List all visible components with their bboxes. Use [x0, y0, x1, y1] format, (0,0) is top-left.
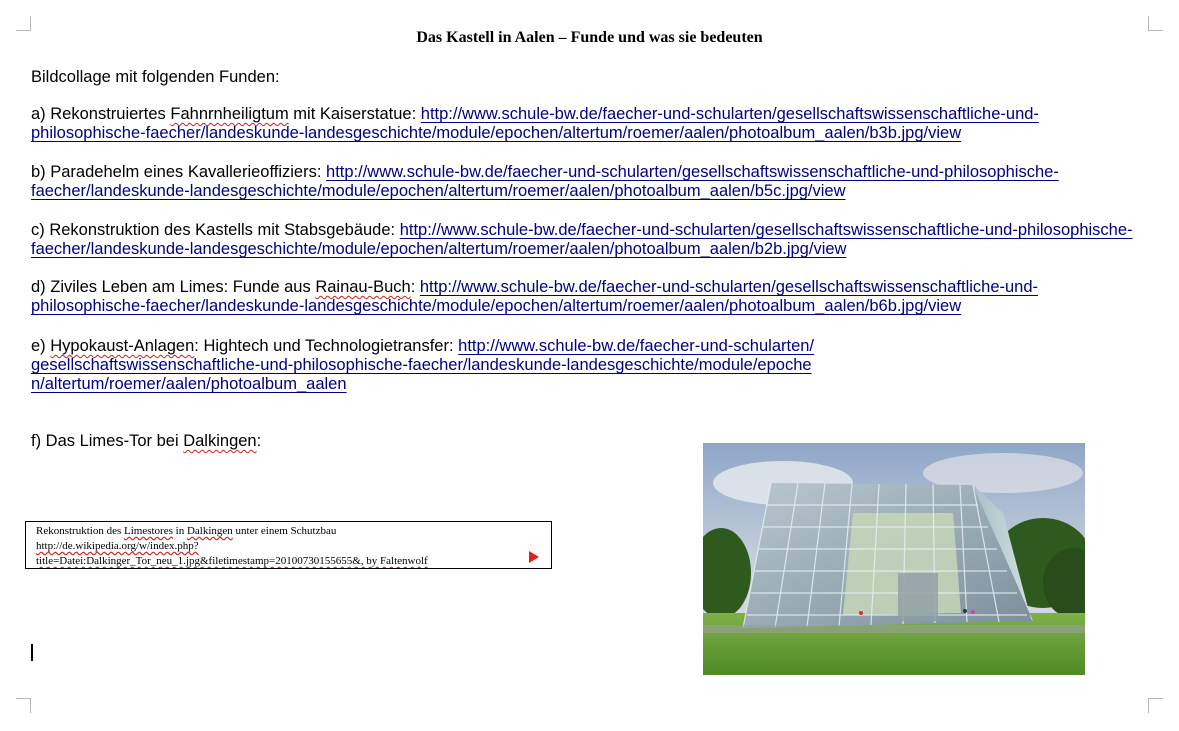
caption-line-1: Rekonstruktion des Limestores in Dalkingen unter einem Schutzbau — [36, 525, 337, 537]
list-item-a: a) Rekonstruiertes Fahnrnheiligtum mit Kaiserstatue: http://www.schule-bw.de/faecher-und-schularten/gesellschaftswissenschaftliche-und-philosophische-faecher/landeskunde-landesgeschichte/module/epochen/altertum/roemer/aalen/photoalbum_aalen/b3b.jpg/view — [31, 105, 1039, 142]
list-item-d: d) Ziviles Leben am Limes: Funde aus Rainau-Buch: http://www.schule-bw.de/faecher-und-schularten/gesellschaftswissenschaftliche-und-philosophische-faecher/landeskunde-landesgeschichte/module/epochen/altertum/roemer/aalen/photoalbum_aalen/b6b.jpg/view — [31, 278, 1039, 315]
overflow-arrow-icon[interactable] — [529, 551, 539, 563]
text-cursor — [31, 644, 33, 661]
list-item-c: c) Rekonstruktion des Kastells mit Stabsgebäude: http://www.schule-bw.de/faecher-und-schularten/gesellschaftswissenschaftliche-und-philosophische-faecher/landeskunde-landesgeschichte/module/epochen/altertum/roemer/aalen/photoalbum_aalen/b2b.jpg/view — [31, 221, 1133, 258]
caption-line-2: http://de.wikipedia.org/w/index.php? — [36, 540, 199, 552]
page-corner-marker — [1148, 698, 1163, 713]
intro-text: Bildcollage mit folgenden Funden: — [31, 68, 280, 86]
image-caption-box[interactable] — [25, 521, 552, 569]
url-link[interactable]: http://www.schule-bw.de/faecher-und-schularten/gesellschaftswissenschaftliche-und-philosophische-faecher/landeskunde-landesgeschichte/module/epochen/altertum/roemer/aalen/photoalbum_aalen/b3b.jpg/view — [31, 105, 1039, 142]
page-corner-marker — [16, 698, 31, 713]
url-link[interactable]: http://www.schule-bw.de/faecher-und-schularten/gesellschaftswissenschaftliche-und-philosophische-faecher/landeskunde-landesgeschichte/module/epochen/altertum/roemer/aalen/photoalbum_aalen — [31, 337, 815, 393]
list-item-b: b) Paradehelm eines Kavallerieoffiziers: http://www.schule-bw.de/faecher-und-schularten/gesellschaftswissenschaftliche-und-philosophische-faecher/landeskunde-landesgeschichte/module/epochen/altertum/roemer/aalen/photoalbum_aalen/b5c.jpg/view — [31, 163, 1059, 200]
url-link[interactable]: http://www.schule-bw.de/faecher-und-schularten/gesellschaftswissenschaftliche-und-philosophische-faecher/landeskunde-landesgeschichte/module/epochen/altertum/roemer/aalen/photoalbum_aalen/b6b.jpg/view — [31, 278, 1039, 315]
limes-gate-photo[interactable] — [703, 443, 1085, 675]
list-item-e: e) Hypokaust-Anlagen: Hightech und Technologietransfer: http://www.schule-bw.de/faecher-und-schularten/gesellschaftswissenschaftliche-und-philosophische-faecher/landeskunde-landesgeschichte/module/epochen/altertum/roemer/aalen/photoalbum_aalen — [31, 337, 815, 393]
list-item-f: f) Das Limes-Tor bei Dalkingen: — [31, 432, 262, 450]
url-link[interactable]: http://www.schule-bw.de/faecher-und-schularten/gesellschaftswissenschaftliche-und-philosophische-faecher/landeskunde-landesgeschichte/module/epochen/altertum/roemer/aalen/photoalbum_aalen/b5c.jpg/view — [31, 163, 1059, 200]
document-title: Das Kastell in Aalen – Funde und was sie bedeuten — [416, 29, 763, 46]
url-link[interactable]: http://www.schule-bw.de/faecher-und-schularten/gesellschaftswissenschaftliche-und-philosophische-faecher/landeskunde-landesgeschichte/module/epochen/altertum/roemer/aalen/photoalbum_aalen/b2b.jpg/view — [31, 221, 1133, 258]
caption-line-3: title=Datei:Dalkinger_Tor_neu_1.jpg&filetimestamp=20100730155655&, by Faltenwolf — [36, 555, 428, 567]
